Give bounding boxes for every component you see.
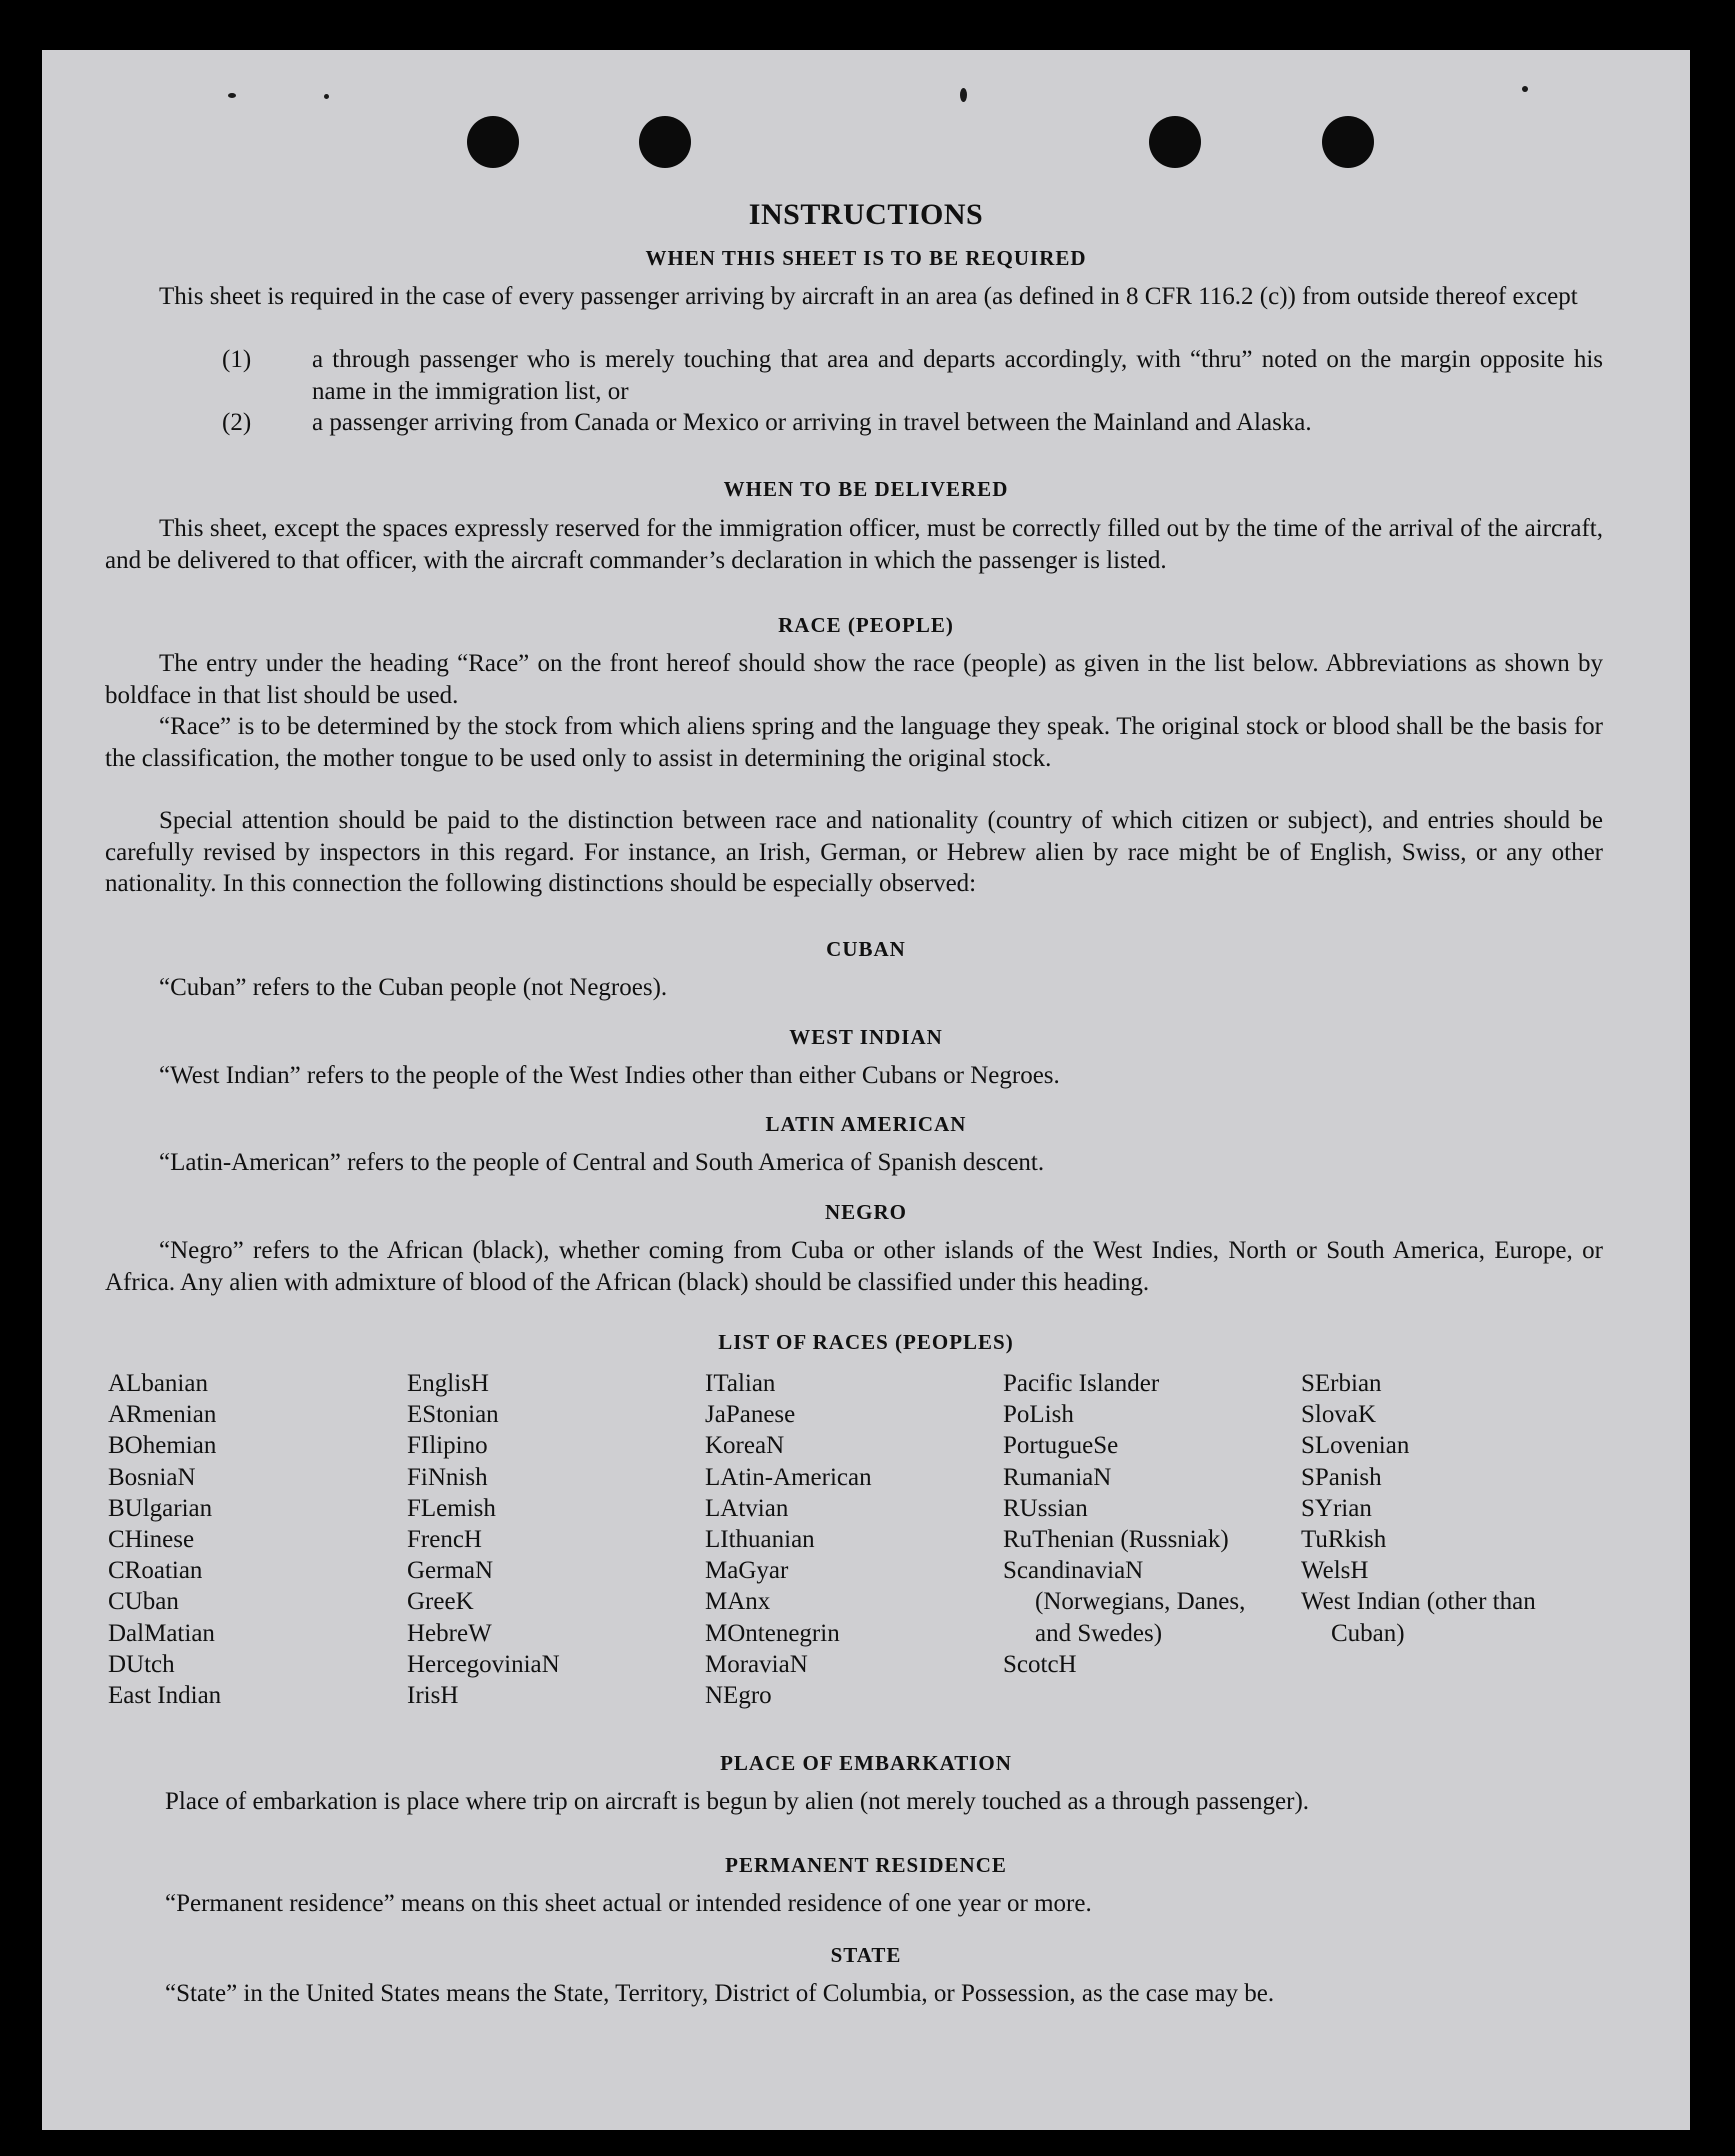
race-item: MOntenegrin [705,1619,840,1647]
permanent-residence-text: “Permanent residence” means on this sheet actual or intended residence of one year or more. [165,1890,1092,1917]
exception-item [222,407,1603,439]
race-item: RUssian [1003,1494,1088,1522]
race-item: East Indian [108,1682,222,1710]
race-item: BOhemian [108,1432,217,1460]
race-item: DalMatian [108,1619,215,1647]
race-paragraph: The entry under the heading “Race” on the front hereof should show the race (people) as given in the list below. Abbreviations as shown by boldface in that list should be used. [105,650,1603,709]
punch-hole [639,116,691,168]
place-of-embarkation-text: Place of embarkation is place where trip on aircraft is begun by alien (not merely touched as a through passenger). [165,1788,1310,1815]
race-item: MoraviaN [705,1650,808,1678]
race-item: JaPanese [705,1401,796,1429]
cuban-text: “Cuban” refers to the Cuban people (not Negroes). [159,974,668,1001]
speck [1522,86,1528,92]
race-item: SLovenian [1301,1432,1410,1460]
latin-american-text: “Latin-American” refers to the people of Central and South America of Spanish descent. [159,1149,1045,1176]
exception-number: (2) [222,409,252,436]
exception-item [222,344,1603,407]
negro-text: “Negro” refers to the African (black), whether coming from Cuba or other islands of the West Indies, North or South America, Europe, or Africa. Any alien with admixture of blood of the African (black) should be classified under this heading. [105,1237,1603,1296]
race-item: LAtin-American [705,1463,872,1491]
race-item: NEgro [705,1682,772,1710]
section-heading-state: STATE [830,1943,902,1967]
race-item: HebreW [407,1619,492,1647]
race-item: GermaN [407,1557,494,1585]
race-list-column [1003,1368,1275,1680]
section-heading-race: RACE (PEOPLE) [778,613,954,637]
race-item: LAtvian [705,1494,789,1522]
race-item: WelsH [1301,1557,1369,1585]
race-item: SPanish [1301,1463,1382,1491]
west-indian-text: “West Indian” refers to the people of the West Indies other than either Cubans or Negroes. [159,1062,1060,1089]
race-item: MAnx [705,1588,771,1616]
section-heading-cuban: CUBAN [826,937,906,961]
race-item: CHinese [108,1526,195,1554]
race-paragraph: Special attention should be paid to the distinction between race and nationality (country of which citizen or subject), and entries should be carefully revised by inspectors in this regard. For instance, an Irish, German, or Hebrew alien by race might be of English, Swiss, or any other nationality. In this connection the following distinctions should be especially observed: [105,807,1603,897]
race-item: PortugueSe [1003,1432,1119,1460]
when-delivered-text: This sheet, except the spaces expressly reserved for the immigration officer, must be correctly filled out by the time of the arrival of the aircraft, and be delivered to that officer, with the aircraft commander’s declaration in which the passenger is listed. [105,515,1603,574]
race-item: ScandinaviaN (Norwegians, Danes, and Swedes) [1003,1557,1246,1647]
section-heading-permanent-residence: PERMANENT RESIDENCE [725,1853,1007,1877]
race-item: MaGyar [705,1557,789,1585]
exception-text: a passenger arriving from Canada or Mexico or arriving in travel between the Mainland and Alaska. [312,409,1312,436]
race-item: BosniaN [108,1463,196,1491]
race-item: SErbian [1301,1370,1382,1397]
race-item: PoLish [1003,1401,1074,1429]
speck [960,88,967,102]
race-item: ALbanian [108,1370,208,1397]
race-list-column [108,1368,378,1711]
punch-hole [1149,116,1201,168]
race-item: FrencH [407,1526,482,1554]
race-list-column [1301,1368,1571,1649]
race-list-column [705,1368,985,1711]
race-item: IrisH [407,1682,459,1710]
race-item: RuThenian (Russniak) [1003,1526,1229,1554]
race-item: CRoatian [108,1557,203,1585]
race-list-column [407,1368,677,1711]
page-title: INSTRUCTIONS [748,198,984,231]
race-item: RumaniaN [1003,1463,1112,1491]
state-text: “State” in the United States means the State, Territory, District of Columbia, or Possession, as the case may be. [165,1980,1275,2007]
section-heading-list-of-races: LIST OF RACES (PEOPLES) [718,1330,1014,1354]
race-item: SlovaK [1301,1401,1376,1429]
punch-hole [1322,116,1374,168]
race-item: TuRkish [1301,1526,1387,1554]
race-item: CUban [108,1588,179,1616]
section-heading-when-required: WHEN THIS SHEET IS TO BE REQUIRED [645,246,1087,270]
section-heading-latin-american: LATIN AMERICAN [765,1112,967,1136]
race-item: DUtch [108,1650,175,1678]
race-item: ARmenian [108,1401,217,1429]
race-item: ScotcH [1003,1650,1077,1678]
race-item: EnglisH [407,1370,489,1397]
race-item: FIlipino [407,1432,488,1460]
speck [228,93,236,98]
race-item: KoreaN [705,1432,785,1460]
race-item: HercegoviniaN [407,1650,560,1678]
race-item: BUlgarian [108,1494,213,1522]
race-item: SYrian [1301,1494,1372,1522]
punch-hole [467,116,519,168]
race-item: EStonian [407,1401,499,1429]
speck [324,94,329,99]
section-heading-west-indian: WEST INDIAN [789,1025,943,1049]
race-item: FiNnish [407,1463,488,1491]
when-required-text: This sheet is required in the case of every passenger arriving by aircraft in an area (as defined in 8 CFR 116.2 (c)) from outside thereof except [159,283,1578,310]
race-item: ITalian [705,1370,776,1397]
exception-number: (1) [222,346,252,373]
exception-text: a through passenger who is merely touching that area and departs accordingly, with “thru” noted on the margin opposite his name in the immigration list, or [312,346,1603,405]
race-item: FLemish [407,1494,496,1522]
race-item: GreeK [407,1588,474,1616]
race-paragraph: “Race” is to be determined by the stock from which aliens spring and the language they speak. The original stock or blood shall be the basis for the classification, the mother tongue to be used only to assist in determining the original stock. [105,713,1603,772]
section-heading-place-of-embarkation: PLACE OF EMBARKATION [720,1751,1012,1775]
section-heading-when-delivered: WHEN TO BE DELIVERED [723,477,1009,501]
race-item: Pacific Islander [1003,1370,1160,1397]
section-heading-negro: NEGRO [824,1200,907,1224]
race-item: West Indian (other than Cuban) [1301,1588,1536,1647]
document-page [42,50,1690,2130]
race-item: LIthuanian [705,1526,815,1554]
